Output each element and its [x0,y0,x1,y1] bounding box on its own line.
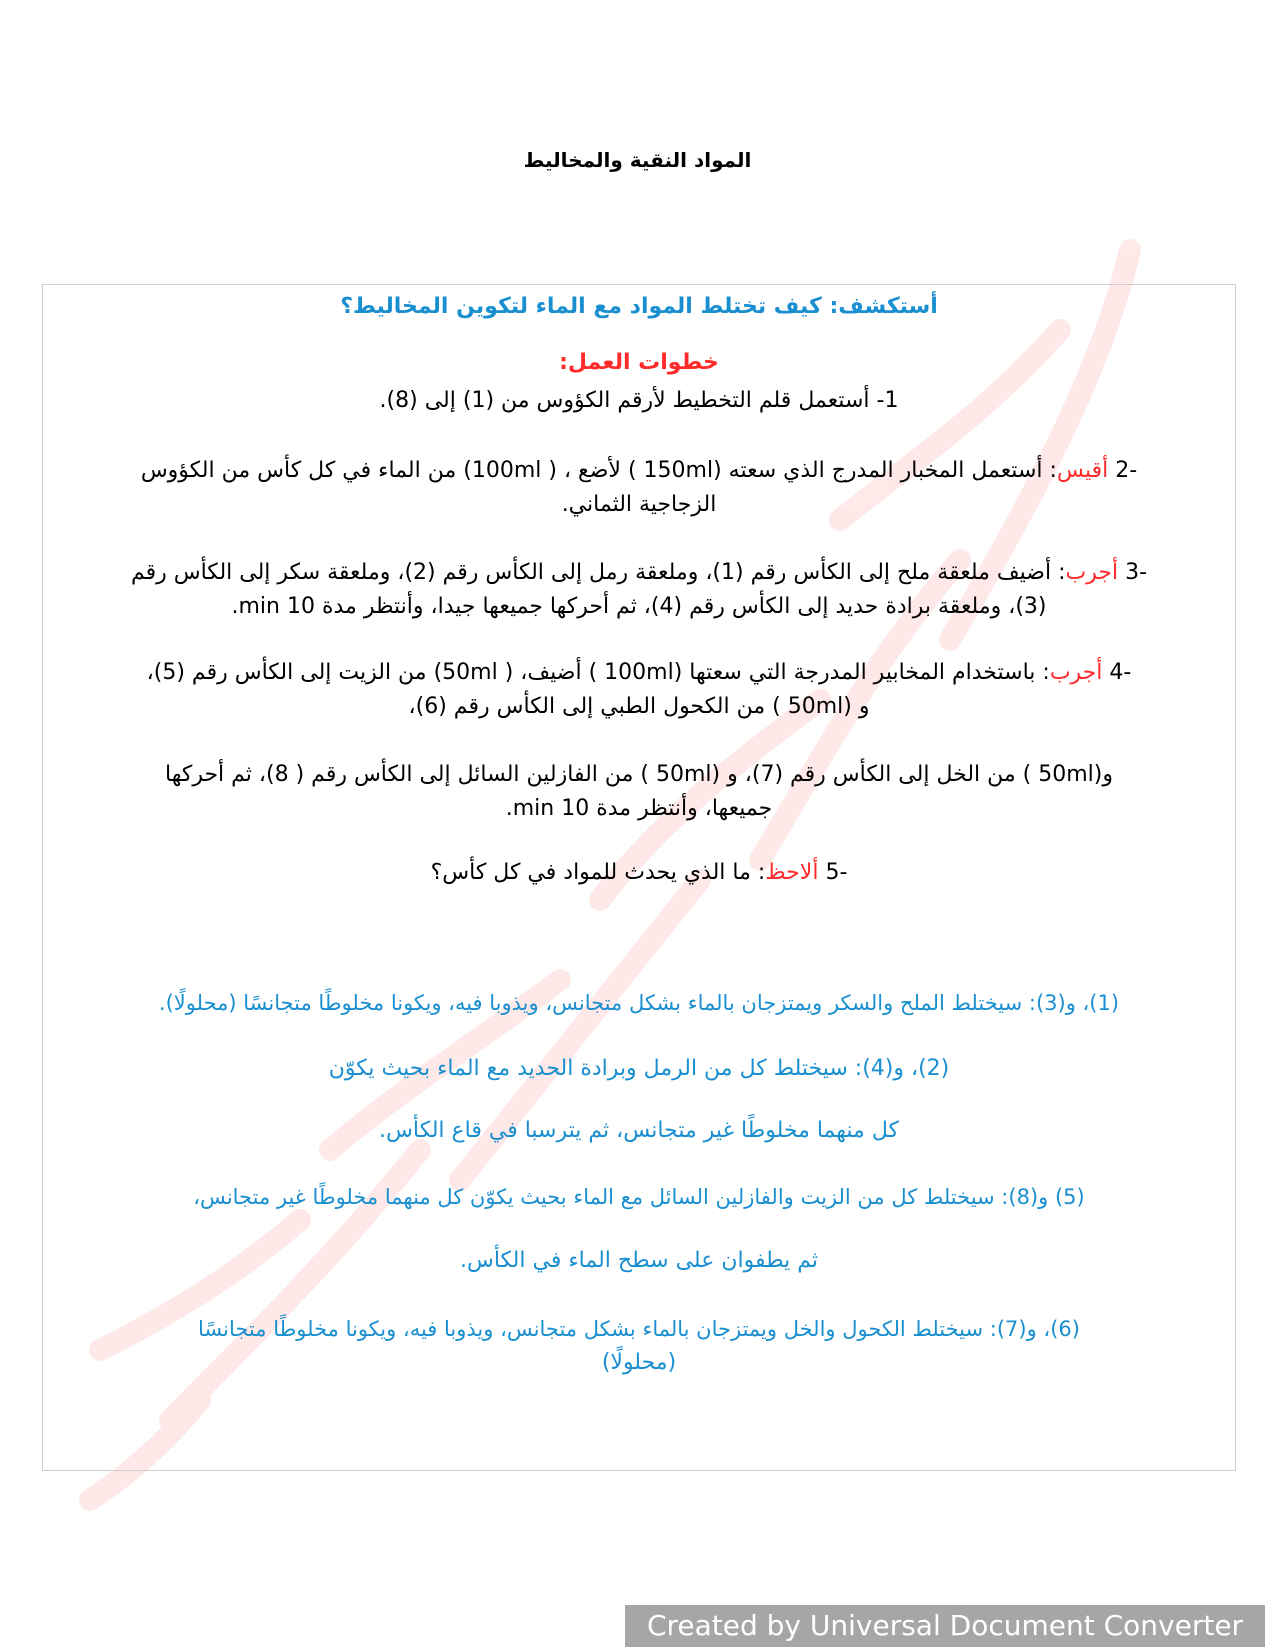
step-2-line-2: الزجاجية الثماني. [561,492,717,517]
answer-line-5: ثم يطفوان على سطح الماء في الكأس. [459,1248,819,1273]
step-3-line-1 [52,556,1226,590]
step-4-number: -4 [1109,660,1132,685]
step-1: 1- أستعمل قلم التخطيط لأرقم الكؤوس من (1) إلى (8). [379,388,899,413]
explore-heading: أستكشف: كيف تختلط المواد مع الماء لتكوين المخاليط؟ [340,294,938,319]
step-5-text: : ما الذي يحدث للمواد في كل كأس؟ [430,860,766,885]
step-3-verb: أجرب [1065,560,1119,585]
step-4-verb: أجرب [1049,660,1103,685]
step-3-line-2: (3)، وملعقة برادة حديد إلى الكأس رقم (4)، ثم أحركها جميعها جيدا، وأنتظر مدة 10 min. [231,594,1047,619]
steps-label: خطوات العمل: [559,350,719,375]
answer-line-3: كل منهما مخلوطًا غير متجانس، ثم يترسبا في قاع الكأس. [379,1118,899,1143]
step-3-number: -3 [1125,560,1148,585]
page-title: المواد النقية والمخاليط [523,148,752,172]
step-2-number: -2 [1115,458,1138,483]
converter-badge: Created by Universal Document Converter [625,1605,1265,1647]
answer-line-4: (5) و(8): سيختلط كل من الزيت والفازلين السائل مع الماء بحيث يكوّن كل منهما مخلوطًا غير متجانس، [193,1185,1085,1209]
step-5-number: -5 [825,860,848,885]
step-4-line-1 [52,656,1226,690]
step-4-line-2: و (50ml ) من الكحول الطبي إلى الكأس رقم (6)، [408,694,870,719]
step-2-text: : أستعمل المخبار المدرج الذي سعته (150ml ) لأضع ، ( 100ml) من الماء في كل كأس من الكؤوس [140,458,1057,483]
answer-line-6: (6)، و(7): سيختلط الكحول والخل ويمتزجان بالماء بشكل متجانس، ويذوبا فيه، ويكونا مخلوطًا متجانسًا [198,1317,1080,1341]
answer-line-1: (1)، و(3): سيختلط الملح والسكر ويمتزجان بالماء بشكل متجانس، ويذوبا فيه، ويكونا مخلوطًا متجانسًا (محلولًا). [158,991,1120,1015]
answer-line-7: (محلولًا) [601,1350,677,1375]
step-4-line-4: جميعها، وأنتظر مدة 10 min. [505,796,773,821]
step-5 [52,856,1226,890]
step-4-text: : باستخدام المخابير المدرجة التي سعتها (100ml ) أضيف، ( 50ml) من الزيت إلى الكأس رقم (5)، [146,660,1050,685]
step-2-verb: أقيس [1056,458,1109,483]
step-2-line-1 [52,454,1226,488]
step-3-text: : أضيف ملعقة ملح إلى الكأس رقم (1)، وملعقة رمل إلى الكأس رقم (2)، وملعقة سكر إلى الكأس رقم [130,560,1066,585]
answer-line-2: (2)، و(4): سيختلط كل من الرمل وبرادة الحديد مع الماء بحيث يكوّن [328,1056,950,1081]
step-5-verb: ألاحظ [765,860,819,885]
step-4-line-3: و(50ml ) من الخل إلى الكأس رقم (7)، و (50ml ) من الفازلين السائل إلى الكأس رقم ( 8)، ثم أحركها [165,762,1113,787]
